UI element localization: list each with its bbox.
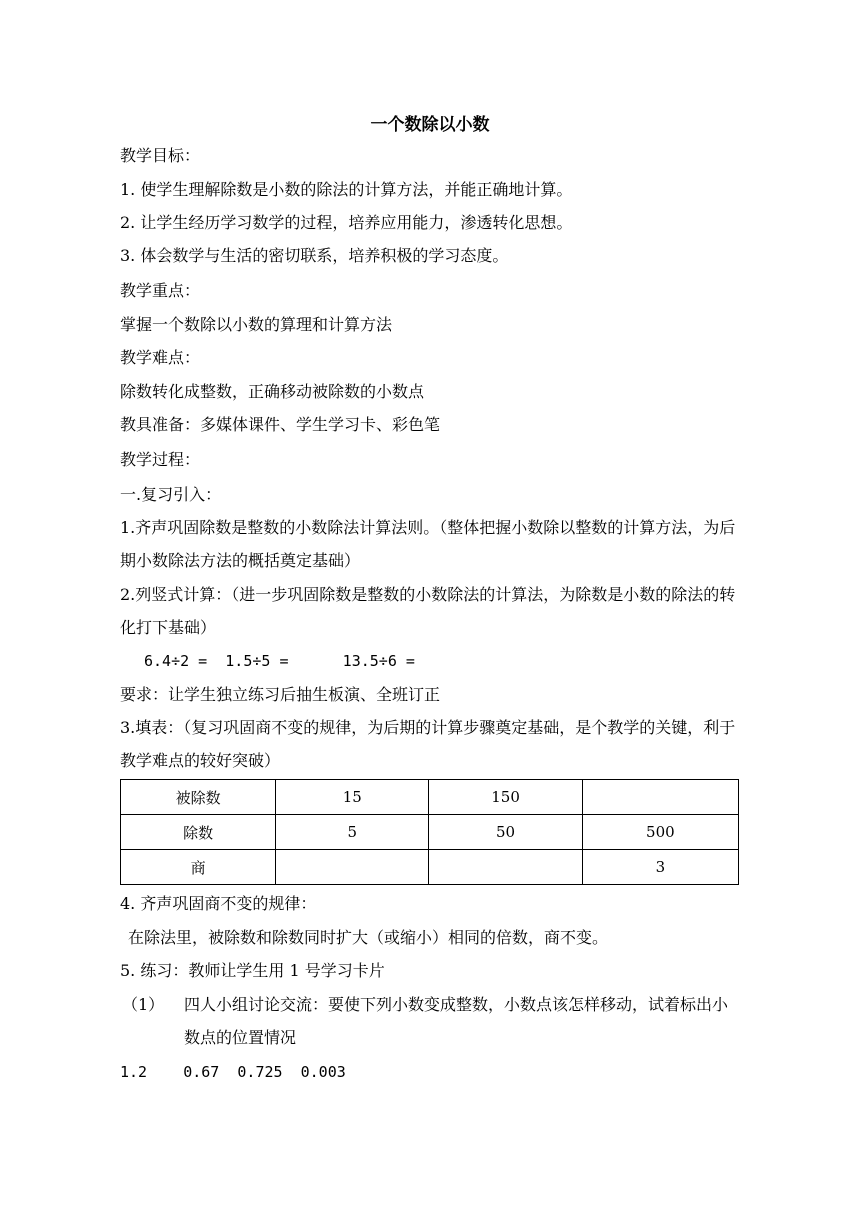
step-3-paragraph: 3.填表：（复习巩固商不变的规律，为后期的计算步骤奠定基础，是个教学的关键，利于教学难点的较好突破）: [120, 718, 736, 770]
rule-line: 在除法里，被除数和除数同时扩大（或缩小）相同的倍数，商不变。: [128, 928, 609, 947]
objective-item: 3. 体会数学与生活的密切联系，培养积极的学习态度。: [120, 246, 509, 265]
difficulty-text: 除数转化成整数，正确移动被除数的小数点: [120, 382, 425, 401]
key-point-heading: 教学重点：: [120, 281, 201, 300]
table-cell: [429, 850, 582, 885]
table-row: [121, 815, 739, 850]
sub-item-number: （1）: [122, 995, 165, 1014]
requirement-line: 要求：让学生独立练习后抽生板演、全班订正: [120, 685, 441, 704]
table-cell: 被除数: [121, 780, 276, 815]
difficulty-heading: 教学难点：: [120, 348, 201, 367]
table-cell: 15: [276, 780, 429, 815]
decimals-line: 1.2 0.67 0.725 0.003: [120, 1063, 346, 1081]
table-row: [121, 850, 739, 885]
table-cell: 商: [121, 850, 276, 885]
process-heading: 教学过程：: [120, 450, 201, 469]
objective-item: 1. 使学生理解除数是小数的除法的计算方法，并能正确地计算。: [120, 180, 573, 199]
table-cell: [276, 850, 429, 885]
exercise-line: 6.4÷2 = 1.5÷5 = 13.5÷6 =: [144, 652, 415, 670]
table-cell: 150: [429, 780, 582, 815]
table-cell: 3: [582, 850, 738, 885]
step-1-paragraph: 1.齐声巩固除数是整数的小数除法计算法则。（整体把握小数除以整数的计算方法，为后期小数除法方法的概括奠定基础）: [120, 518, 736, 570]
sub-item-text: 四人小组讨论交流：要使下列小数变成整数，小数点该怎样移动，试着标出小数点的位置情况: [184, 995, 729, 1047]
objective-item: 2. 让学生经历学习数学的过程，培养应用能力，渗透转化思想。: [120, 213, 573, 232]
materials-line: 教具准备：多媒体课件、学生学习卡、彩色笔: [120, 415, 441, 434]
table-cell: 500: [582, 815, 738, 850]
table-cell: [582, 780, 738, 815]
table-row: [121, 780, 739, 815]
table-cell: 除数: [121, 815, 276, 850]
table-cell: 50: [429, 815, 582, 850]
section-heading-review: 一.复习引入：: [120, 485, 222, 504]
step-2-paragraph: 2.列竖式计算：（进一步巩固除数是整数的小数除法的计算法，为除数是小数的除法的转化打下基础）: [120, 585, 736, 637]
objectives-heading: 教学目标：: [120, 146, 201, 165]
quotient-table: [120, 779, 739, 885]
step-4-line: 4. 齐声巩固商不变的规律：: [120, 894, 317, 913]
step-5-line: 5. 练习：教师让学生用 1 号学习卡片: [120, 961, 385, 980]
key-point-text: 掌握一个数除以小数的算理和计算方法: [120, 315, 393, 334]
page-title: 一个数除以小数: [370, 115, 490, 135]
table-cell: 5: [276, 815, 429, 850]
